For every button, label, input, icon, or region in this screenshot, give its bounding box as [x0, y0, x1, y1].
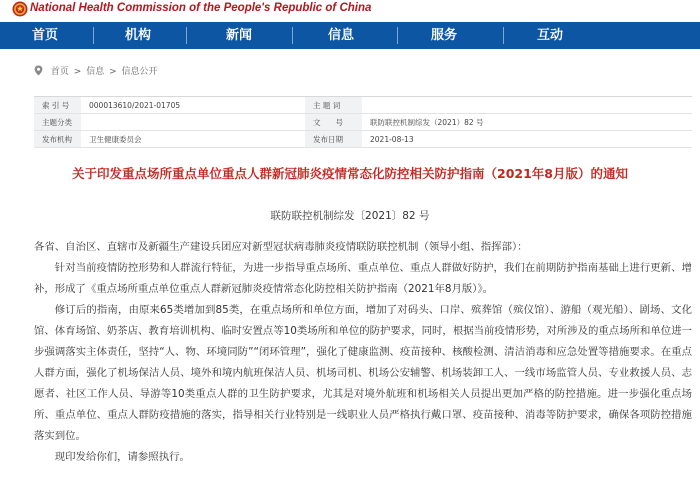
- nav-divider: [397, 27, 398, 44]
- nav-home[interactable]: 首页: [31, 28, 58, 43]
- breadcrumb-disclosure[interactable]: 信息公开: [121, 67, 158, 77]
- breadcrumb: [34, 64, 159, 77]
- index-label: 索 引 号: [34, 97, 81, 114]
- nav-information[interactable]: 信息: [327, 28, 354, 43]
- date-label: 发布日期: [305, 131, 362, 148]
- site-title[interactable]: National Health Commission of the People's Republic of China: [30, 2, 372, 14]
- docno-value: 联防联控机制综发（2021）82 号: [362, 114, 692, 131]
- nav-institutions[interactable]: 机构: [124, 28, 151, 43]
- document-body: [34, 237, 692, 468]
- nav-divider: [503, 27, 504, 44]
- paragraph: 针对当前疫情防控形势和人群流行特征，为进一步指导重点场所、重点单位、重点人群做好防护，我们在前期防护指南基础上进行更新、增补，形成了《重点场所重点单位重点人群新冠肺炎疫情常态化防控相关防护指南（2021年8月版）》。: [34, 262, 692, 295]
- paragraph: 现印发给你们，请参照执行。: [54, 451, 190, 463]
- nav-services[interactable]: 服务: [430, 28, 457, 43]
- date-value: 2021-08-13: [362, 131, 692, 148]
- topic-value: [81, 114, 305, 131]
- salutation: 各省、自治区、直辖市及新疆生产建设兵团应对新型冠状病毒肺炎疫情联防联控机制（领导小组、指挥部）：: [34, 241, 528, 253]
- breadcrumb-separator: >: [73, 67, 82, 77]
- org-value: 卫生健康委员会: [81, 131, 305, 148]
- nav-divider: [186, 27, 187, 44]
- org-label: 发布机构: [34, 131, 81, 148]
- subject-value: [362, 97, 692, 114]
- docno-label: 文 号: [305, 114, 362, 131]
- top-banner: [0, 0, 700, 22]
- table-row: [34, 97, 692, 114]
- nav-divider: [292, 27, 293, 44]
- document-number: 联防联控机制综发〔2021〕82 号: [270, 210, 430, 222]
- document-title: 关于印发重点场所重点单位重点人群新冠肺炎疫情常态化防控相关防护指南（2021年8月版）的通知: [72, 166, 628, 181]
- main-navigation: [0, 22, 700, 49]
- table-row: [34, 131, 692, 148]
- subject-label: 主 题 词: [305, 97, 362, 114]
- document-metadata-table: [34, 96, 692, 148]
- location-pin-icon: [34, 65, 43, 76]
- topic-label: 主题分类: [34, 114, 81, 131]
- paragraph: 修订后的指南，由原来65类增加到85类，在重点场所和单位方面，增加了对码头、口岸、殡葬馆（殡仪馆）、游船（观光船）、剧场、文化馆、体育场馆、奶茶店、教育培训机构、临时安置点等10类场所和单位的防护要求，同时，根据当前疫情形势，对所涉及的重点场所和单位进一步强调落实主体责任，坚持“人、物、环境同防”“闭环管理”，强化了健康监测、疫苗接种、核酸检测、清洁消毒和应急处置等措施要求。在重点人群方面，强化了机场保洁人员、境外和境内航班保洁人员、机场司机、机场公安辅警、机场装卸工人、一线市场监管人员、专业救援人员、志愿者、社区工作人员、导游等10类重点人群的卫生防护要求，尤其是对境外航班和机场相关人员提出更加严格的防控措施。进一步强化重点场所、重点单位、重点人群防疫措施的落实，指导相关行业特别是一线职业人员严格执行戴口罩、疫苗接种、消毒等防护要求，确保各项防控措施落实到位。: [34, 304, 692, 442]
- table-row: [34, 114, 692, 131]
- national-emblem-icon: [12, 1, 28, 17]
- index-value: 000013610/2021-01705: [81, 97, 305, 114]
- nav-news[interactable]: 新闻: [225, 28, 252, 43]
- breadcrumb-information[interactable]: 信息: [86, 67, 105, 77]
- breadcrumb-separator: >: [109, 67, 117, 77]
- breadcrumb-home[interactable]: 首页: [50, 67, 69, 77]
- nav-interaction[interactable]: 互动: [536, 28, 563, 43]
